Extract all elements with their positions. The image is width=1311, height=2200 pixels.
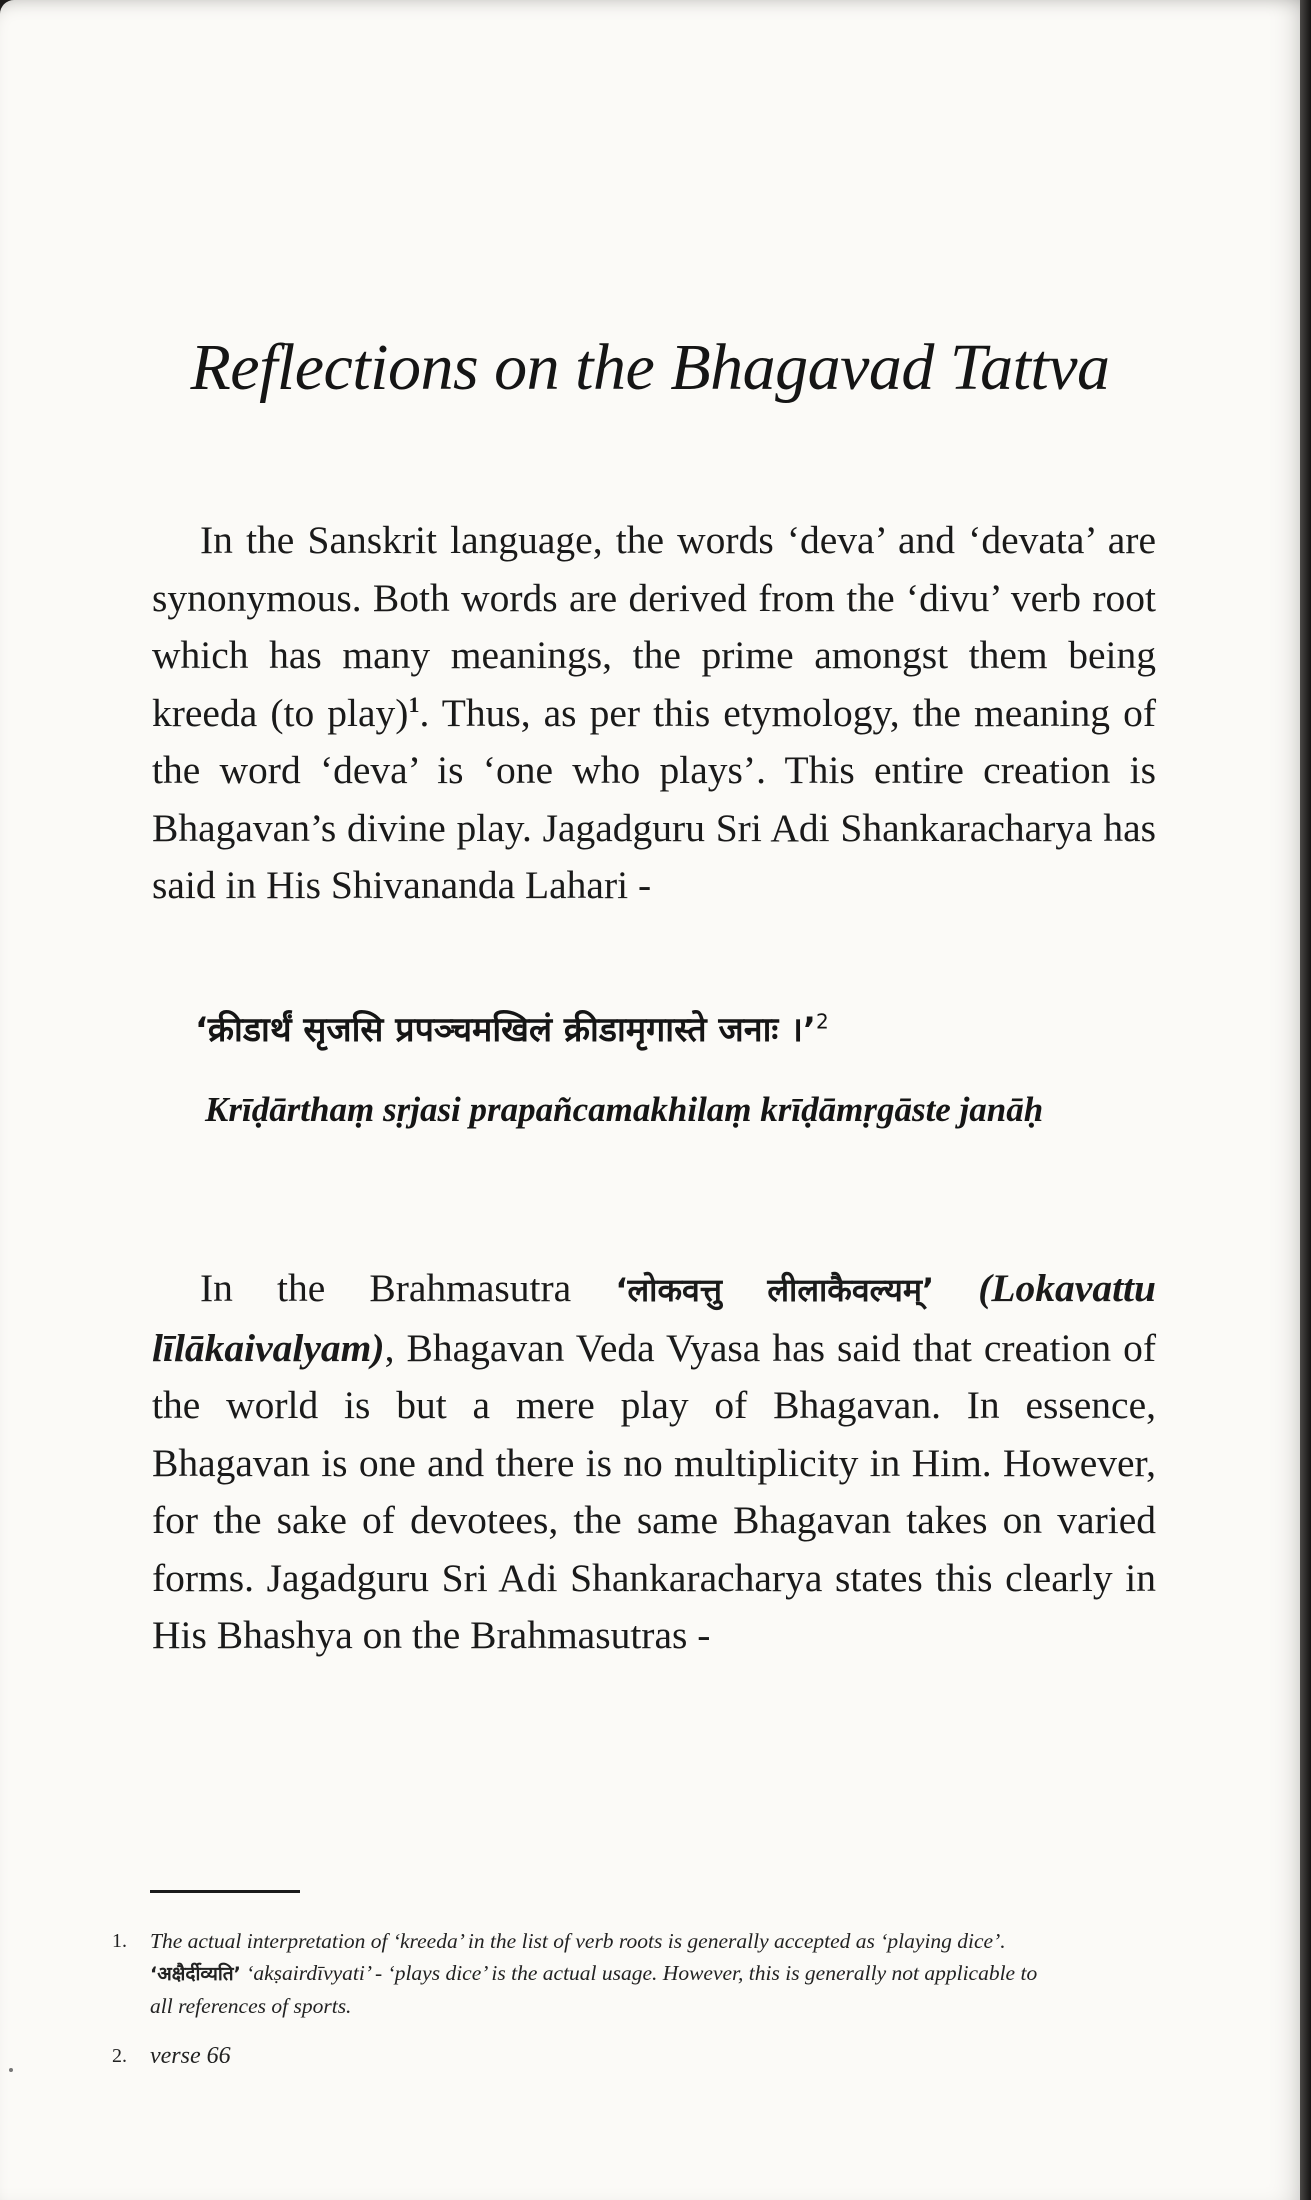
page-speck bbox=[9, 2068, 13, 2072]
paragraph-1-text-end: . Thus, as per this etymology, the meaning of the word ‘deva’ is ‘one who plays’. This entire creation is Bhagavan’s divine play. Jagadguru Sri Adi Shankaracharya has said in His Shivananda Lahari - bbox=[152, 690, 1156, 907]
footnotes bbox=[112, 1925, 1062, 2072]
page-edge-shadow bbox=[1300, 0, 1311, 2200]
footnote-1-text-start: The actual interpretation of ‘kreeda’ in the list of verb roots is generally accepted as ‘playing dice’. bbox=[150, 1929, 1006, 1953]
paragraph-2 bbox=[152, 1260, 1156, 1665]
paragraph-1 bbox=[152, 512, 1156, 915]
footnote-ref-2[interactable]: 2 bbox=[815, 1009, 829, 1034]
footnote-divider bbox=[150, 1890, 300, 1893]
footnote-2-text: verse 66 bbox=[150, 2043, 231, 2069]
paragraph-1-text: In the Sanskrit language, the words ‘deva’ and ‘devata’ are synonymous. Both words are derived from the ‘divu’ verb root which has many meanings, the prime amongst them being kreeda (to play) bbox=[152, 518, 1156, 735]
paragraph-2-text-start: In the Brahmasutra bbox=[200, 1266, 616, 1310]
brahmasutra-devanagari: ‘लोकवत्तु लीलाकैवल्यम्’ bbox=[615, 1271, 935, 1309]
footnote-text bbox=[150, 1925, 1062, 2022]
footnote-number: 1. bbox=[112, 1930, 127, 1952]
brahmasutra-transliteration: (Lokavattu līlākaivalyam) bbox=[152, 1266, 1157, 1370]
verse-devanagari-text: ‘क्रीडार्थं सृजसि प्रपञ्चमखिलं क्रीडामृगास्ते जनाः ।’ bbox=[195, 1010, 816, 1050]
verse-devanagari bbox=[195, 1005, 829, 1051]
chapter-title: Reflections on the Bhagavad Tattva bbox=[190, 331, 1110, 404]
footnote-1-text-end: ‘akṣairdīvyati’ - ‘plays dice’ is the actual usage. However, this is generally not applicable to all references of sports. bbox=[150, 1961, 1038, 2018]
footnote-1 bbox=[112, 1925, 1062, 2022]
footnote-1-devanagari: ‘अक्षैर्दीव्यति’ bbox=[150, 1963, 241, 1985]
verse-transliteration: Krīḍārthaṃ sṛjasi prapañcamakhilaṃ krīḍāmṛgāste janāḥ bbox=[205, 1090, 1044, 1129]
footnote-ref-1[interactable]: 1 bbox=[408, 691, 420, 717]
footnote-number: 2. bbox=[112, 2045, 127, 2067]
paragraph-2-text-end: , Bhagavan Veda Vyasa has said that creation of the world is but a mere play of Bhagavan. In essence, Bhagavan is one and there is no multiplicity in Him. However, for the sake of devotees, the same Bhagavan takes on varied forms. Jagadguru Sri Adi Shankaracharya states this clearly in His Bhashya on the Brahmasutras - bbox=[152, 1325, 1156, 1657]
footnote-2 bbox=[112, 2040, 1062, 2072]
